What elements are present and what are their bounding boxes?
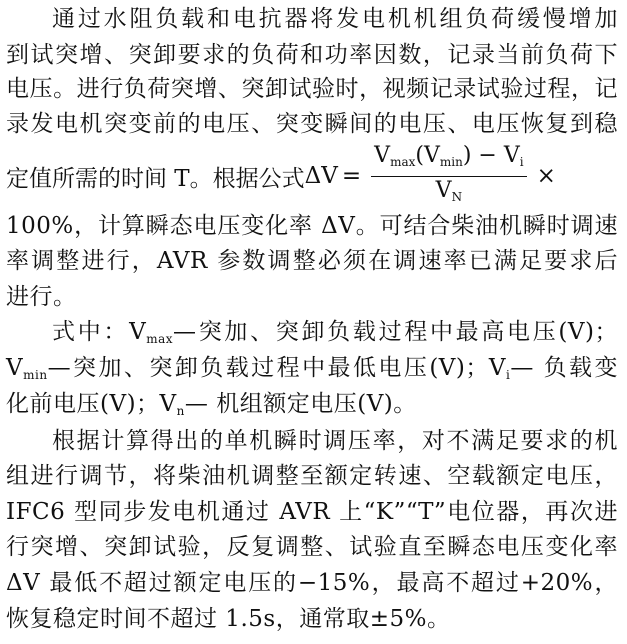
p3-line-1: 根据计算得出的单机瞬时调压率，对不满足要求的机 xyxy=(52,428,618,454)
p1-line-4: 录发电机突变前的电压、突变瞬间的电压、电压恢复到稳 xyxy=(6,111,618,137)
p2-line-2: $V_{min}—$突加、突卸负载过程中最低电压(V)；$V_i—$ 负载变 xyxy=(6,355,619,382)
fraction-denominator: $V_N$ xyxy=(435,177,463,204)
p3-line-4: 行突增、突卸试验，反复调整、试验直至瞬态电压变化率 xyxy=(6,534,618,560)
p3-line-5: ΔV 最低不超过额定电压的−15%，最高不超过+20%， xyxy=(6,570,618,596)
p1-line-8: 进行。 xyxy=(6,284,77,310)
formula-line xyxy=(6,142,620,204)
p1-line-3: 电压。进行负荷突增、突卸试验时，视频记录试验过程，记 xyxy=(6,76,618,102)
fraction-numerator: $V_{max}(V_{min}) - V_i$ xyxy=(371,144,526,177)
p1-line-6: 100%，计算瞬态电压变化率 ΔV。可结合柴油机瞬时调速 xyxy=(6,213,618,239)
delta-v-symbol: ΔV xyxy=(304,163,338,189)
p3-line-2: 组进行调节，将柴油机调整至额定转速、空载额定电压， xyxy=(6,463,618,489)
equals-sign: = xyxy=(341,163,362,189)
formula-prefix: 定值所需的时间 T。根据公式 xyxy=(6,165,305,192)
p2-line-1: 式中：$V_{max}—$突加、突卸负载过程中最高电压(V)； xyxy=(52,319,618,346)
formula-fraction xyxy=(371,144,526,209)
p2-line-3: 化前电压(V)；$V_n—$ 机组额定电压(V)。 xyxy=(6,391,417,418)
p3-line-6: 恢复稳定时间不超过 1.5s，通常取±5%。 xyxy=(6,606,451,632)
p1-line-7: 率调整进行，AVR 参数调整必须在调速率已满足要求后 xyxy=(6,248,618,274)
times-sign: × xyxy=(536,163,556,189)
p3-line-3: IFC6 型同步发电机通过 AVR 上“K”“T”电位器，再次进 xyxy=(6,499,618,525)
p1-line-1: 通过水阻负载和电抗器将发电机机组负荷缓慢增加 xyxy=(52,6,618,32)
p1-line-2: 到试突增、突卸要求的负荷和功率因数，记录当前负荷下 xyxy=(6,42,618,68)
